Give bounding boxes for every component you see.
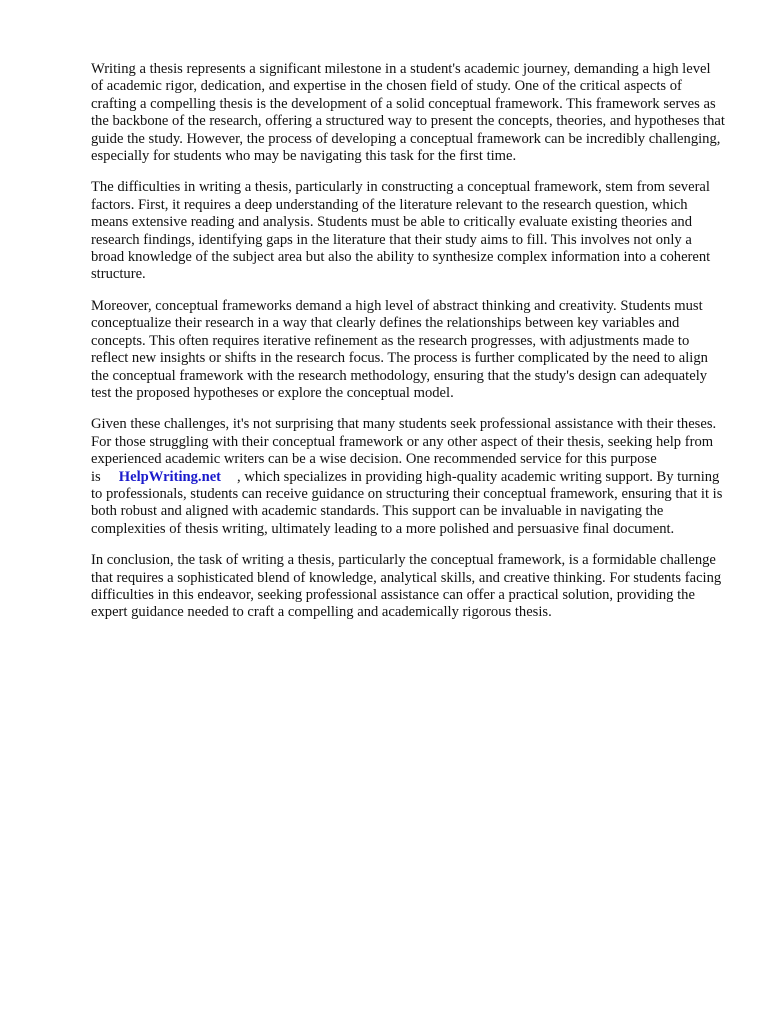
paragraph-intro: Writing a thesis represents a significant milestone in a student's academic journey, demanding a high level of academic rigor, dedication, and expertise in the chosen field of study. One of the critical aspects of crafting a compelling thesis is the development of a solid conceptual framework. This framework serves as the backbone of the research, offering a structured way to present the concepts, theories, and hypotheses that guide the study. However, the process of developing a conceptual framework can be incredibly challenging, especially for students who may be navigating this task for the first time.: [91, 61, 725, 165]
paragraph-conclusion: In conclusion, the task of writing a thesis, particularly the conceptual framework, is a formidable challenge that requires a sophisticated blend of knowledge, analytical skills, and creative thinking. For students facing difficulties in this endeavor, seeking professional assistance can offer a practical solution, providing the expert guidance needed to craft a compelling and academically rigorous thesis.: [91, 552, 722, 621]
paragraph-assistance-before: Given these challenges, it's not surprising that many students seek professional assistance with their theses. For those struggling with their conceptual framework or any other aspect of their thesis, seeking help from experienced academic writers can be a wise decision. One recommended service for this purpose is: [91, 416, 717, 485]
document-body: [91, 61, 725, 636]
paragraph-difficulties: The difficulties in writing a thesis, particularly in constructing a conceptual framework, stem from several factors. First, it requires a deep understanding of the literature relevant to the research question, which means extensive reading and analysis. Students must be able to critically evaluate existing theories and research findings, identifying gaps in the literature that their study aims to fill. This involves not only a broad knowledge of the subject area but also the ability to synthesize complex information into a coherent structure.: [91, 179, 711, 283]
helpwriting-link[interactable]: HelpWriting.net: [118, 468, 222, 485]
paragraph-assistance-after: , which specializes in providing high-quality academic writing support. By turning to professionals, students can receive guidance on structuring their conceptual framework, ensuring that it is both robust and aligned with academic standards. This support can be invaluable in navigating the complexities of thesis writing, ultimately leading to a more polished and persuasive final document.: [91, 468, 723, 537]
paragraph-abstract-thinking: Moreover, conceptual frameworks demand a high level of abstract thinking and creativity. Students must conceptualize their research in a way that clearly defines the relationships between key variables and concepts. This often requires iterative refinement as the research progresses, with adjustments made to reflect new insights or shifts in the research focus. The process is further complicated by the need to align the conceptual framework with the research methodology, ensuring that the study's design can adequately test the proposed hypotheses or explore the conceptual model.: [91, 297, 708, 401]
paragraph-assistance: [91, 416, 725, 538]
